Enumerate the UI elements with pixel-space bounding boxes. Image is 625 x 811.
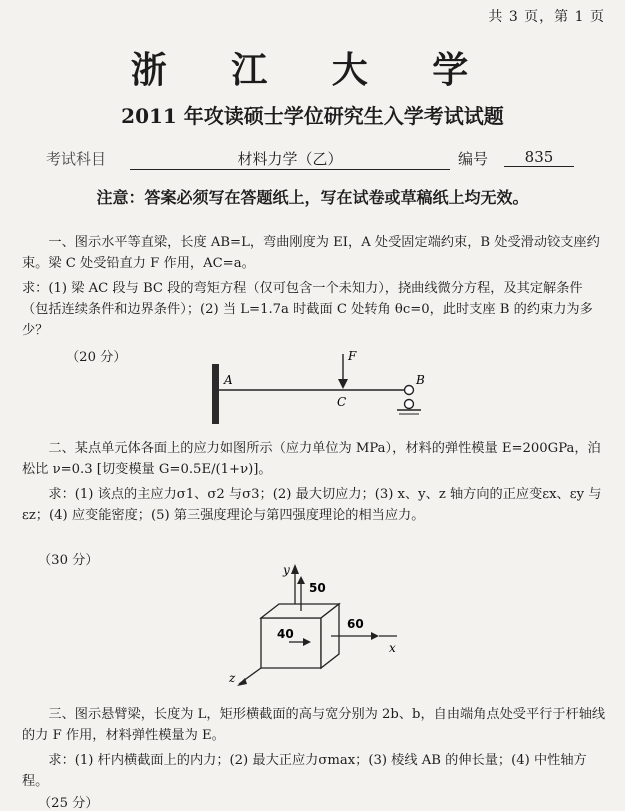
number-value: 835	[504, 148, 574, 167]
stress-60-arrowhead-icon	[371, 632, 379, 640]
subject-row	[46, 148, 586, 172]
hinge-icon	[405, 386, 414, 395]
notice: 注意：答案必须写在答题纸上，写在试卷或草稿纸上均无效。	[96, 188, 529, 207]
axis-z-label: z	[229, 671, 236, 685]
q3-task: 求：(1) 杆内横截面上的内力；(2) 最大正应力σmax；(3) 棱线 AB 的伸长量；(4) 中性轴方程。	[22, 753, 587, 789]
cube-front-face	[261, 618, 321, 668]
q2-stress-element-figure	[225, 560, 425, 690]
q3-score: （25 分）	[38, 796, 99, 811]
subject-label: 考试科目	[46, 150, 107, 168]
page-number: 共 3 页，第 1 页	[488, 9, 605, 25]
q1-task: 求：(1) 梁 AC 段与 BC 段的弯矩方程（仅可包含一个未知力），挠曲线微分方程，及其定解条件（包括连续条件和边界条件）；(2) 当 L=1.7a 时截面 C 处转角 θc=0，此时支座 B 的约束力为多少？	[22, 281, 593, 338]
axis-y-label: y	[283, 563, 290, 577]
label-F: F	[348, 349, 357, 363]
subject-value: 材料力学（乙）	[130, 148, 450, 170]
force-arrowhead-icon	[338, 379, 348, 389]
q2-intro: 二、某点单元体各面上的应力如图所示（应力单位为 MPa），材料的弹性模量 E=200GPa，泊松比 ν=0.3 [切变模量 G=0.5E/(1+ν)]。	[22, 441, 601, 477]
stress-50-arrowhead-icon	[297, 576, 305, 584]
label-C: C	[337, 395, 347, 409]
q1-intro: 一、图示水平等直梁，长度 AB=L，弯曲刚度为 EI，A 处受固定端约束，B 处受滑动铰支座约束。梁 C 处受铅直力 F 作用，AC=a。	[22, 235, 600, 271]
number-label: 编号	[458, 150, 489, 168]
stress-50-label: 50	[309, 581, 326, 595]
label-B: B	[416, 373, 425, 387]
q1-score: （20 分）	[66, 350, 127, 365]
q3-intro: 三、图示悬臂梁，长度为 L，矩形横截面的高与宽分别为 2b、b，自由端角点处受平行于杆轴线的力 F 作用，材料弹性模量为 E。	[22, 707, 606, 743]
label-A: A	[224, 373, 233, 387]
stress-40-label: 40	[277, 627, 294, 641]
exam-title: 2011 年攻读硕士学位研究生入学考试试题	[121, 104, 504, 128]
q1-beam-figure	[200, 346, 440, 430]
roller-top-icon	[405, 400, 414, 409]
fixed-support-icon	[212, 364, 219, 424]
university-name: 浙 江 大 学	[130, 49, 495, 91]
stress-60-label: 60	[347, 617, 364, 631]
q2-task: 求：(1) 该点的主应力σ1、σ2 与σ3；(2) 最大切应力；(3) x、y、z 轴方向的正应变εx、εy 与εz；(4) 应变能密度；(5) 第三强度理论与第四强度理论的相当应力。	[22, 487, 602, 523]
axis-x-label: x	[389, 641, 396, 655]
q2-score: （30 分）	[38, 553, 99, 568]
y-axis-arrow-icon	[291, 564, 299, 574]
